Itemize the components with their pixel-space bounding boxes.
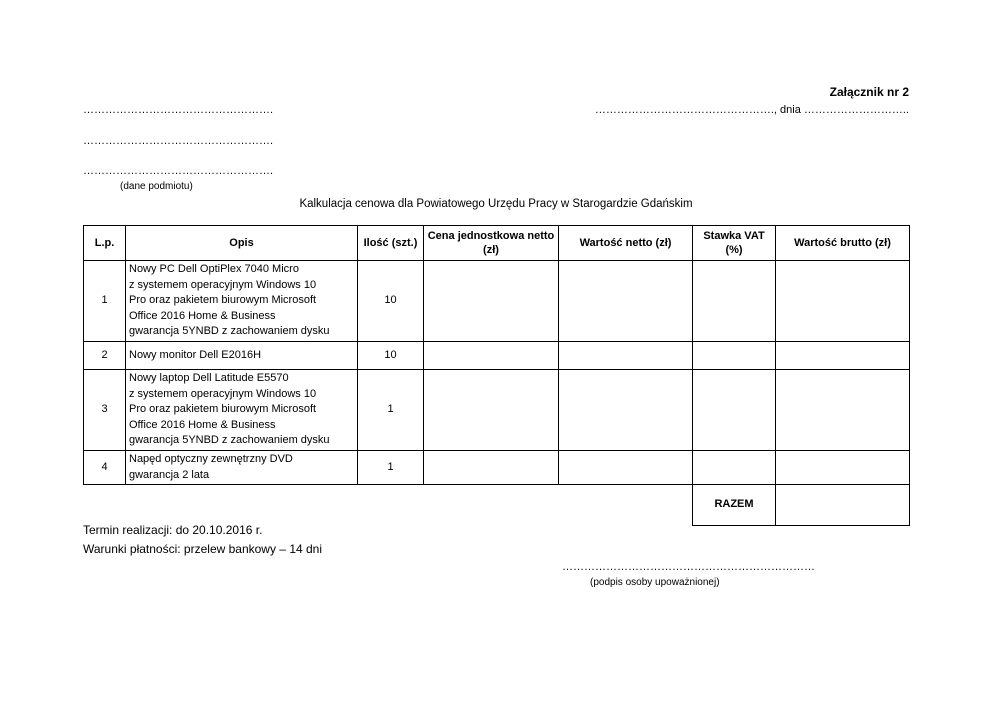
row-netto-cell	[559, 261, 693, 342]
row-vat-cell	[693, 261, 776, 342]
attachment-label: Załącznik nr 2	[829, 85, 909, 99]
header-wartosc-brutto: Wartość brutto (zł)	[776, 226, 910, 261]
place-date-line: …………………………………………., dnia ………………………..	[594, 104, 909, 116]
row-vat-cell	[693, 370, 776, 451]
document-title: Kalkulacja cenowa dla Powiatowego Urzędu Pracy w Starogardzie Gdańskim	[299, 198, 693, 210]
row-opis: Napęd optyczny zewnętrzny DVD gwarancja 2 lata	[126, 451, 358, 485]
entity-dots-line-1: …………………………………………….	[83, 104, 274, 116]
signature-dots: ……………………………………………………………	[562, 561, 815, 573]
row-vat-cell	[693, 342, 776, 370]
row-cena-cell	[424, 451, 559, 485]
table-row	[84, 370, 910, 451]
row-brutto-cell	[776, 342, 910, 370]
entity-dots-line-3: …………………………………………….	[83, 165, 274, 177]
table-row	[84, 261, 910, 342]
header-opis: Opis	[126, 226, 358, 261]
row-opis: Nowy monitor Dell E2016H	[126, 342, 358, 370]
row-opis: Nowy laptop Dell Latitude E5570 z systemem operacyjnym Windows 10 Pro oraz pakietem biurowym Microsoft Office 2016 Home & Business gwarancja 5YNBD z zachowaniem dysku	[126, 370, 358, 451]
row-ilosc: 1	[358, 370, 424, 451]
row-vat-cell	[693, 451, 776, 485]
row-brutto-cell	[776, 370, 910, 451]
header-stawka-vat: Stawka VAT (%)	[693, 226, 776, 261]
header-cena-netto: Cena jednostkowa netto (zł)	[424, 226, 559, 261]
row-cena-cell	[424, 370, 559, 451]
calculation-table	[83, 225, 910, 526]
table-header-row	[84, 226, 910, 261]
entity-caption: (dane podmiotu)	[120, 181, 193, 192]
total-spacer	[84, 485, 693, 526]
payment-terms: Warunki płatności: przelew bankowy – 14 dni	[83, 542, 323, 556]
row-cena-cell	[424, 342, 559, 370]
total-row	[84, 485, 910, 526]
table-row	[84, 342, 910, 370]
header-wartosc-netto: Wartość netto (zł)	[559, 226, 693, 261]
row-lp: 3	[84, 370, 126, 451]
row-lp: 2	[84, 342, 126, 370]
row-ilosc: 10	[358, 261, 424, 342]
row-opis: Nowy PC Dell OptiPlex 7040 Micro z systemem operacyjnym Windows 10 Pro oraz pakietem biurowym Microsoft Office 2016 Home & Business gwarancja 5YNBD z zachowaniem dysku	[126, 261, 358, 342]
total-label: RAZEM	[693, 485, 776, 526]
signature-caption: (podpis osoby upoważnionej)	[590, 577, 720, 588]
header-lp: L.p.	[84, 226, 126, 261]
row-netto-cell	[559, 370, 693, 451]
realization-deadline: Termin realizacji: do 20.10.2016 r.	[83, 523, 263, 537]
header-ilosc: Ilość (szt.)	[358, 226, 424, 261]
row-brutto-cell	[776, 451, 910, 485]
row-brutto-cell	[776, 261, 910, 342]
row-ilosc: 1	[358, 451, 424, 485]
total-value-cell	[776, 485, 910, 526]
row-lp: 1	[84, 261, 126, 342]
entity-dots-line-2: …………………………………………….	[83, 135, 274, 147]
row-cena-cell	[424, 261, 559, 342]
row-netto-cell	[559, 451, 693, 485]
row-lp: 4	[84, 451, 126, 485]
table-row	[84, 451, 910, 485]
row-netto-cell	[559, 342, 693, 370]
row-ilosc: 10	[358, 342, 424, 370]
